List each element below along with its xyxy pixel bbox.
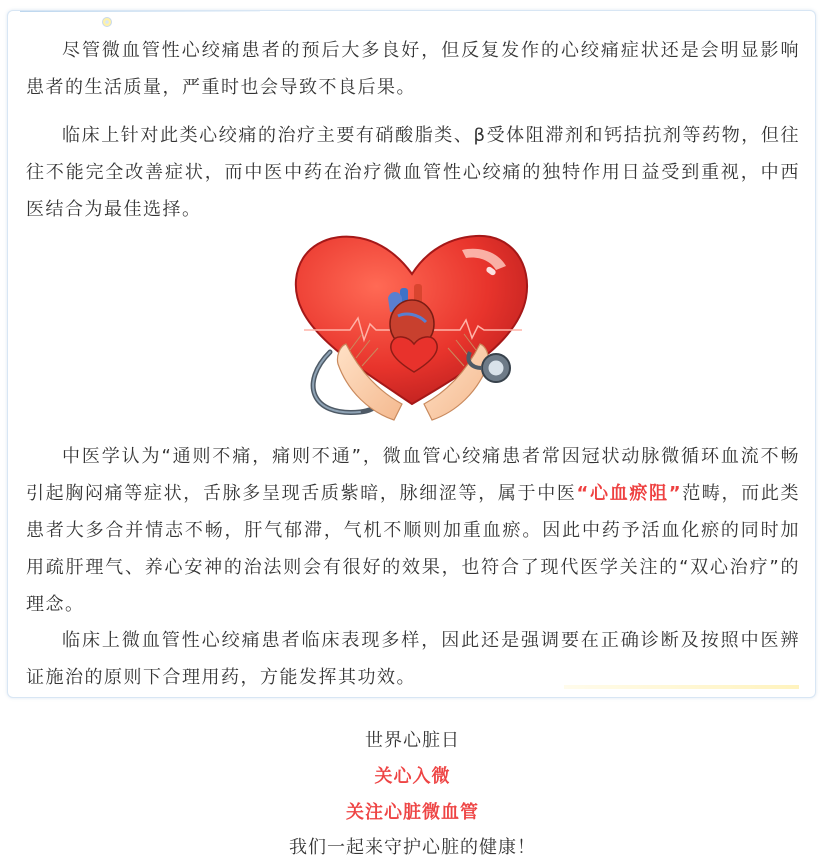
highlight-term: “心血瘀阻”: [576, 483, 683, 504]
article-paragraph-3-text: 中医学认为“通则不痛，痛则不通”，微血管心绞痛患者常因冠状动脉微循环血流不畅引起胸闷痛等症状，舌脉多呈现舌质紫暗，脉细涩等，属于中医: [26, 446, 800, 504]
footer-event-title: 世界心脏日: [365, 730, 460, 751]
card-top-decoration: [20, 11, 260, 12]
article-paragraph-3-tail: 范畴，而此类患者大多合并情志不畅，肝气郁滞，气机不顺则加重血瘀。因此中药予活血化瘀的同时加用疏肝理气、养心安神的治法则会有很好的效果，也符合了现代医学关注的“双心治疗”的理念。: [26, 483, 801, 615]
footer-slogan-1: 关心入微: [374, 766, 451, 787]
footer-slogan-2: 关注心脏微血管: [346, 802, 479, 823]
decoration-dot-icon: [101, 17, 113, 27]
article-paragraph-1: 尽管微血管性心绞痛患者的预后大多良好，但反复发作的心绞痛症状还是会明显影响患者的生活质量，严重时也会导致不良后果。: [26, 40, 800, 98]
article-paragraph-2: 临床上针对此类心绞痛的治疗主要有硝酸脂类、β受体阻滞剂和钙拮抗剂等药物，但往往不能完全改善症状，而中医中药在治疗微血管性心绞痛的独特作用日益受到重视，中西医结合为最佳选择。: [26, 125, 800, 220]
article-paragraph-4: 临床上微血管性心绞痛患者临床表现多样，因此还是强调要在正确诊断及按照中医辨证施治的原则下合理用药，方能发挥其功效。: [26, 630, 800, 688]
heart-in-hands-icon: [290, 232, 534, 422]
article-paragraph-3: [26, 438, 800, 623]
footer-closing: 我们一起来守护心脏的健康！: [289, 837, 536, 858]
